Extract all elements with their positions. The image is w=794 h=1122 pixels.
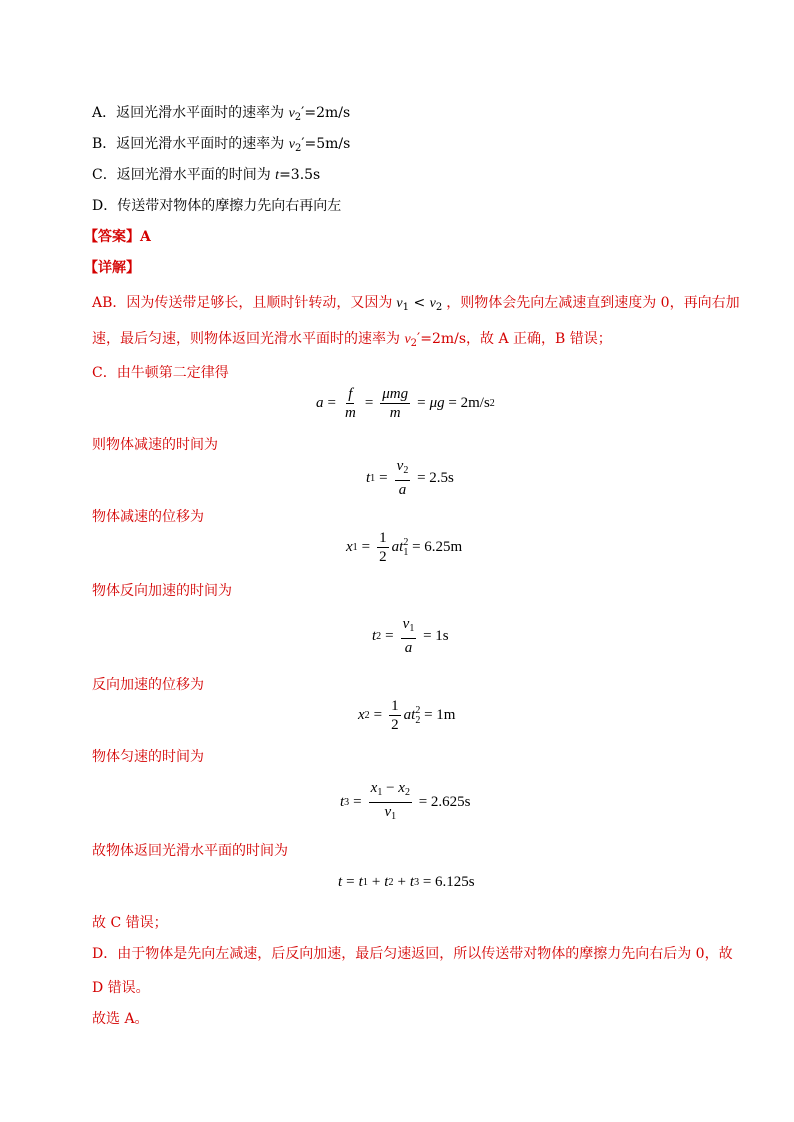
option-c: C．返回光滑水平面的时间为 t=3.5s: [92, 167, 321, 183]
option-a: A．返回光滑水平面时的速率为 $v_2'=2m/s$: [92, 105, 351, 123]
answer-line: 【答案】A: [84, 229, 151, 245]
detail-label: 【详解】: [84, 260, 140, 276]
equation-rev-accel-time: t 2 = $\frac{v_1}{a}$ = 1s: [372, 616, 449, 656]
explanation-c-wrong: 故 C 错误；: [92, 915, 168, 931]
explanation-ab-line1: AB．因为传送带足够长，且顺时针转动，又因为 $v_1 < v_2$ ，则物体会先向左减速直到速度为 0，再向右加: [92, 295, 740, 313]
explanation-final: 故选 A。: [92, 1011, 149, 1027]
explanation-decel-time: 则物体减速的时间为: [92, 437, 218, 453]
explanation-uniform-time: 物体匀速的时间为: [92, 749, 204, 765]
explanation-rev-accel-disp: 反向加速的位移为: [92, 677, 204, 693]
equation-rev-accel-displacement: x 2 = $\frac{1}{2}$ at 2 2 = 1m: [358, 698, 456, 733]
equation-decel-displacement: x 1 = $\frac{1}{2}$ at 2 1 = 6.25m: [346, 530, 463, 565]
explanation-ab-line2: 速，最后匀速，则物体返回光滑水平面时的速率为 $v_2'=2m/s$，故 A 正确，B 错误；: [92, 331, 612, 349]
equation-newton-second-law: a = $\frac{f}{m}$ = $\frac{\text{μmg}}{m}$ = μg = 2m/s 2: [316, 386, 495, 421]
explanation-rev-accel-time: 物体反向加速的时间为: [92, 583, 232, 599]
explanation-d-line2: D 错误。: [92, 980, 150, 996]
equation-uniform-time: t 3 = $\frac{x_1 - x_2}{v_1}$ = 2.625s: [340, 780, 471, 822]
explanation-return-time: 故物体返回光滑水平面的时间为: [92, 843, 288, 859]
explanation-d-line1: D．由于物体是先向左减速，后反向加速，最后匀速返回，所以传送带对物体的摩擦力先向右后为 0，故: [92, 946, 733, 962]
option-d: D．传送带对物体的摩擦力先向右再向左: [92, 198, 342, 214]
equation-decel-time: t 1 = $\frac{v_2}{a}$ = 2.5s: [366, 458, 454, 498]
v1-lt-v2-formula: $v_1 < v_2$: [396, 295, 443, 313]
explanation-c-intro: C．由牛顿第二定律得: [92, 365, 229, 381]
option-b: B．返回光滑水平面时的速率为 $v_2'=5m/s$: [92, 136, 351, 154]
equation-total-time: t = t 1 + t 2 + t 3 = 6.125s: [338, 874, 475, 890]
explanation-decel-disp: 物体减速的位移为: [92, 509, 204, 525]
